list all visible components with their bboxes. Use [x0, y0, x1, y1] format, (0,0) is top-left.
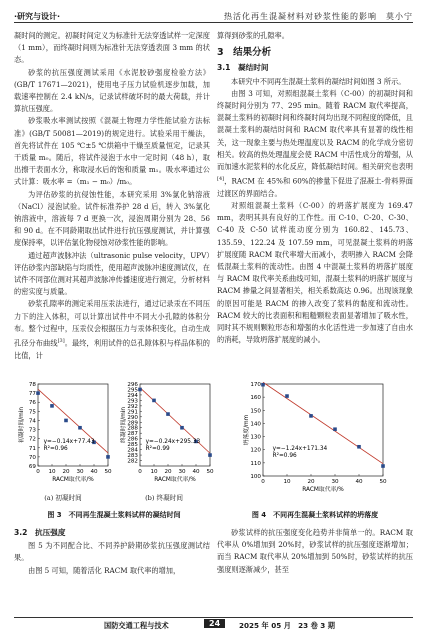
x-tick-label: 20 [62, 469, 70, 475]
left-column-bottom [14, 527, 210, 577]
paragraph: 通过超声波脉冲法（ultrasonic pulse velocity，UPV）评估砂浆内部缺陷与均质性，使用超声波脉冲速度测试仪，在试件不同部位测对其超声波脉冲传播速度进行测定，分析材料的密实度与质量。 [14, 250, 210, 297]
subsection-heading: 3.1 凝结时间 [217, 63, 269, 73]
y-axis-label: 坍落度/mm [244, 414, 250, 446]
running-title: 热活化再生混凝材料对砂浆性能的影响 莫小宁 [224, 12, 413, 21]
y-tick-label: 71 [28, 445, 36, 452]
x-tick-label: 40 [90, 469, 98, 475]
y-tick-label: 110 [250, 460, 261, 467]
slump-chart [219, 380, 413, 502]
y-tick-label: 291 [127, 409, 138, 416]
subsection-heading: 3.2 抗压强度 [14, 528, 66, 537]
y-tick-label: 295 [127, 387, 138, 394]
y-tick-label: 78 [28, 382, 36, 388]
header-rule [14, 22, 413, 23]
y-tick-label: 294 [127, 392, 138, 399]
y-tick-label: 290 [127, 414, 138, 421]
data-point [152, 399, 156, 403]
x-tick-label: 50 [379, 479, 387, 485]
data-point [333, 427, 337, 431]
right-column [217, 30, 413, 346]
fit-equation: y=−1.24x+171.34 [272, 446, 328, 453]
citation[interactable]: [4] [217, 176, 225, 183]
x-tick-label: 20 [164, 469, 172, 475]
x-tick-label: 10 [48, 469, 56, 475]
y-tick-label: 292 [127, 403, 138, 410]
fit-equation: y=−0.24x+295.33 [145, 439, 201, 446]
figure-3-caption: 图 3 不同再生混凝土浆料试样的凝结时间 [47, 511, 181, 519]
data-point [64, 419, 68, 423]
y-tick-label: 170 [250, 382, 261, 388]
y-tick-label: 288 [127, 425, 138, 432]
figure-3a [14, 380, 112, 502]
y-tick-label: 160 [250, 395, 261, 402]
x-tick-label: 10 [283, 479, 291, 485]
y-tick-label: 283 [127, 453, 138, 460]
y-tick-label: 284 [127, 447, 138, 454]
y-tick-label: 100 [250, 474, 261, 480]
section-label: ·研究与设计· [14, 12, 61, 21]
x-axis-label: RACM取代率/% [154, 477, 196, 483]
fit-equation: y=−0.14x+77.43 [43, 439, 95, 446]
data-point [138, 388, 142, 392]
x-tick-label: 0 [138, 469, 142, 475]
paragraph-text: 由图 3 可知，对照组混凝土浆料（C-00）的初凝时间和终凝时间分别为 77、295 min。随着 RACM 取代率提高，混凝土浆料的初凝时间和终凝时间均出现不同程度的降低，且混凝土浆料的凝结时间和 RACM 取代率具有显著的线性相关，这一现象主要与热处理温度以及 RACM 的化学成分密切相关。较高的热处理温度会使 RACM 中活性成分的增强，从而加速水泥浆料的水化反应，降低凝结时间。相关研究也表明 [217, 88, 413, 172]
figure-4 [219, 380, 413, 502]
x-tick-label: 0 [36, 469, 40, 475]
y-tick-label: 73 [28, 427, 36, 434]
x-tick-label: 20 [307, 479, 315, 485]
y-tick-label: 293 [127, 398, 138, 405]
y-tick-label: 72 [28, 436, 36, 443]
paragraph-text: 最终，利用试件的总孔隙体积与样品体积的比值，计 [14, 338, 210, 360]
page-number: 24 [204, 619, 225, 628]
plot-frame [263, 384, 383, 476]
r-squared: R²=0.99 [145, 446, 170, 453]
x-tick-label: 0 [261, 479, 265, 485]
data-point [381, 464, 385, 468]
y-tick-label: 70 [28, 454, 36, 461]
y-tick-label: 282 [127, 458, 138, 465]
y-tick-label: 120 [250, 447, 261, 454]
paragraph: 砂浆吸水率测试按照《混凝土物理力学性能试验方法标准》(GB/T 50081—2019)的规定进行。试验采用干燥法，首先将试件在 105 ℃±5 ℃烘箱中干燥至质量恒定，记录其干质量 m₀。随后，将试件浸泡于水中一定时间（48 h），取出擦干表面水分，称取浸水后的饱和质量 m₁。吸水率通过公式计算：吸水率 =（m₁ − m₀）/m₀。 [14, 116, 210, 187]
x-tick-label: 30 [178, 469, 186, 475]
issue-info: 2025 年 05 月 23 卷 3 期 [239, 621, 335, 630]
y-tick-label: 75 [28, 409, 36, 416]
data-point [50, 404, 54, 408]
y-tick-label: 285 [127, 442, 138, 449]
plot-frame [140, 384, 210, 466]
paragraph: 砂浆的抗压强度测试采用《水泥胶砂强度检验方法》(GB/T 17671—2021)，使用电子压力试验机逐步加载，加载速率控制在 2.4 kN/s，记录试样破坏时的最大荷载，并计算抗压强度。 [14, 67, 210, 114]
data-point [208, 453, 212, 457]
data-point [261, 383, 265, 387]
y-tick-label: 286 [127, 436, 138, 443]
y-tick-label: 74 [28, 418, 36, 425]
data-point [78, 426, 82, 430]
x-tick-label: 50 [104, 469, 112, 475]
data-point [285, 394, 289, 398]
x-tick-label: 10 [150, 469, 158, 475]
y-tick-label: 77 [28, 391, 36, 398]
subfigure-label: (b) 终凝时间 [145, 494, 183, 502]
x-axis-label: RACM取代率/% [52, 477, 94, 483]
paragraph: 砂浆孔隙率的测定采用压汞法进行，通过记录汞在不同压力下的注入体积，可以计算出试件中不同大小孔隙的体积分布。整个过程中，压汞仪会根据压力与汞体积变化，自动生成孔径分布曲线[3]。最终，利用试件的总孔隙体积与样品体积的比值，计 [14, 299, 210, 360]
r-squared: R²=0.96 [272, 453, 297, 460]
section-heading: 3 结果分析 [217, 47, 272, 59]
journal-name: 国防交通工程与技术 [104, 621, 169, 630]
x-tick-label: 50 [206, 469, 214, 475]
subfigure-label: (a) 初凝时间 [44, 494, 82, 502]
x-tick-label: 30 [76, 469, 84, 475]
final-setting-chart [114, 380, 214, 492]
y-tick-label: 130 [250, 434, 261, 441]
data-point [180, 426, 184, 430]
y-tick-label: 150 [250, 408, 261, 415]
data-point [166, 412, 170, 416]
y-tick-label: 69 [28, 464, 36, 470]
y-axis-label: 终凝时间/min [121, 406, 127, 444]
y-tick-label: 76 [28, 400, 36, 407]
left-column [14, 30, 210, 362]
initial-setting-chart [14, 380, 112, 492]
paragraph: 对照组混凝土浆料（C-00）的坍落扩展度为 169.47 mm，表明其具有良好的工作性。而 C-10、C-20、C-30、C-40 及 C-50 试样流动度分别为 160.82、145.73、135.59、122.24 及 107.59 mm，可见混凝土浆料的坍落扩展度随 RACM 取代率增大而减小，表明掺入 RACM 会降低混凝土浆料的流动性。由图 4 中混凝土浆料的坍落扩展度与 RACM 取代率关系曲线可知，混凝土浆料的坍落扩展度与 RACM 掺量之间显著相关，相关系数高达 0.96。出现该现象的原因可能是 RACM 的掺入改变了浆料的黏度和流动性。RACM 较大的比表面积和粗糙颗粒表面显著增加了吸水性，同时其不规则颗粒形态和增强的水化活性进一步加速了自由水的消耗，导致坍落扩展度的减小。 [217, 201, 413, 345]
figure-4-caption: 图 4 不同再生混凝土浆料试样的坍落度 [251, 511, 379, 519]
data-point [357, 445, 361, 449]
y-tick-label: 289 [127, 420, 138, 427]
plot-frame [38, 384, 108, 466]
data-point [309, 414, 313, 418]
data-point [36, 391, 40, 395]
data-point [106, 455, 110, 459]
y-tick-label: 287 [127, 431, 138, 438]
paragraph-text: ，RACM 在 45%和 60%的掺量下促进了混凝土-骨料界面过渡区的界面结合。 [217, 176, 413, 198]
paragraph: 凝时间的测定。初凝时间定义为标准针无法穿透试样一定深度（1 mm），而终凝时间则为标准针无法穿透表面 3 mm 的状态。 [14, 31, 210, 65]
y-tick-label: 296 [127, 382, 138, 388]
right-column-bottom [217, 527, 413, 576]
paragraph-text: 砂浆孔隙率的测定采用压汞法进行，通过记录汞在不同压力下的注入体积，可以计算出试件中不同大小孔隙的体积分布。整个过程中，压汞仪会根据压力与汞体积变化，自动生成孔径分布曲线 [14, 299, 210, 348]
x-tick-label: 40 [355, 479, 363, 485]
figure-3b [114, 380, 214, 502]
paragraph: 算得到砂浆的孔隙率。 [217, 31, 289, 40]
paragraph: 本研究中不同再生混凝土浆料的凝结时间如图 3 所示。 [231, 76, 406, 86]
paragraph: 砂浆试样的抗压强度变化趋势并非简单一的。RACM 取代率从 0%增加到 20%时，砂浆试样的抗压强度逐渐增加；而当 RACM 取代率从 20%增加到 50%时，砂浆试样的抗压强度则逐渐减少，甚至 [217, 528, 413, 574]
figure-row [14, 380, 413, 505]
page-footer [14, 617, 413, 632]
r-squared: R²=0.96 [43, 446, 68, 453]
paragraph: 为评估砂浆的抗侵蚀性能，本研究采用 3%氯化钠溶液（NaCl）浸泡试验。试件标准养护 28 d 后，转入 3%氯化钠溶液中，溶液每 7 d 更换一次，浸泡周期分别为 28、56 和 90 d。在不同龄期取出试件进行抗压强度测试，并计算强度保持率，以评估氯化物侵蚀对砂浆性能的影响。 [14, 189, 210, 248]
paragraph: 图 5 为不同配合比、不同养护龄期砂浆抗压强度测试结果。 [14, 541, 210, 563]
paragraph: 由图 5 可知，随着活化 RACM 取代率的增加， [28, 565, 181, 575]
paragraph [217, 88, 413, 200]
citation[interactable]: [3] [57, 338, 65, 345]
x-tick-label: 30 [331, 479, 339, 485]
x-axis-label: RACM取代率/% [302, 487, 344, 493]
y-tick-label: 140 [250, 421, 261, 428]
y-axis-label: 初凝时间/min [19, 406, 25, 444]
x-tick-label: 40 [192, 469, 200, 475]
